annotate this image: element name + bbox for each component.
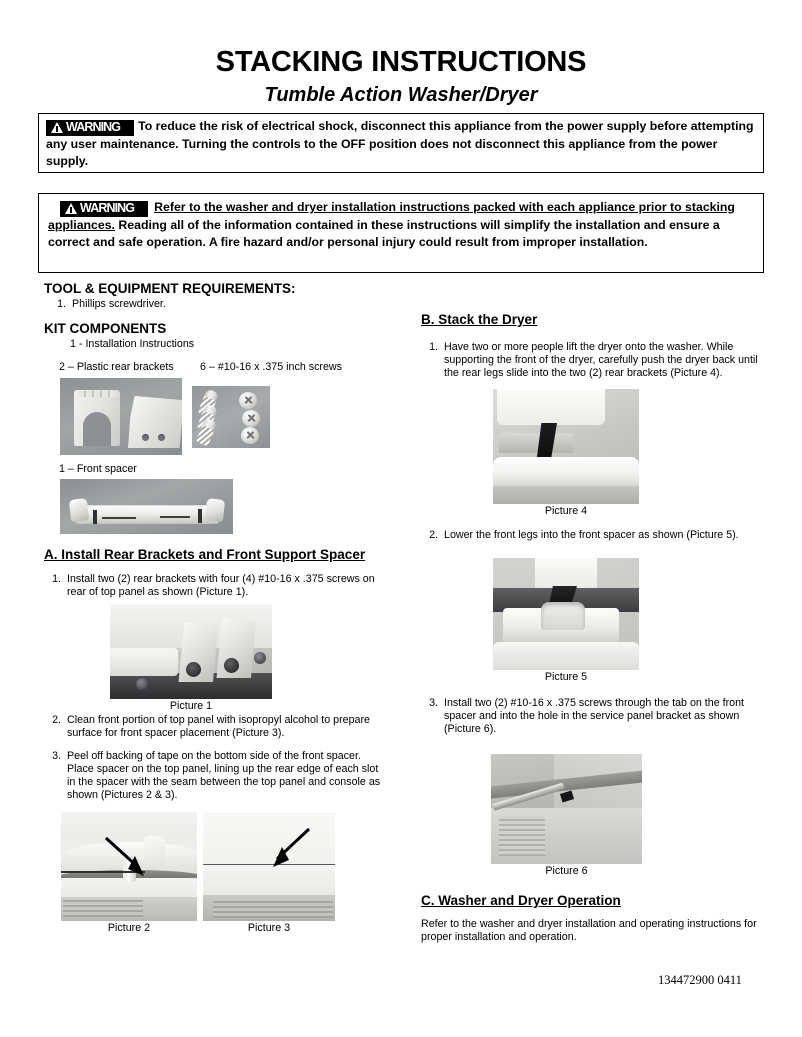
step-number: 1. [429,341,438,353]
tool-item-text: Phillips screwdriver. [72,298,166,310]
step-number: 1. [52,573,61,585]
bracket-hole [158,434,165,441]
bracket-hole [224,658,239,673]
front-spacer-slot [160,516,190,518]
bracket-tabs [78,391,116,397]
photo-picture-1 [110,604,272,699]
top-panel-edge [110,648,178,676]
photo-picture-2 [61,812,197,921]
warning-2-text-block [48,199,757,250]
warning-box-electrical-shock [38,113,764,173]
console-graphics [499,816,545,856]
warning-2-emphasis: Refer to the washer and dryer installation instructions packed with each appliance prior to stacking appliances. [48,200,735,232]
photo-picture-3 [203,812,335,921]
step-number: 2. [52,714,61,726]
tool-item-number: 1. [57,298,66,310]
section-c-heading: C. Washer and Dryer Operation [421,893,621,908]
warning-badge [46,120,134,136]
photo-picture-4 [493,389,639,504]
warning-2-body: Reading all of the information contained in these instructions will simplify the installation and ensure a correct and safe operation. A fire hazard and/or personal injury could result from improper installation. [48,218,720,249]
bracket-hole [142,434,149,441]
photo-front-spacer [60,479,233,534]
bracket-right-shape [128,396,182,448]
warning-badge [60,201,148,217]
front-spacer-cup [541,602,585,630]
section-b-step-1 [421,341,766,380]
photo-screws [192,386,270,448]
kit-label-brackets: 2 – Plastic rear brackets [59,361,174,373]
page-title: STACKING INSTRUCTIONS [215,46,587,78]
step-number: 2. [429,529,438,541]
washer-console [203,895,335,921]
kit-label-screws: 6 – #10-16 x .375 inch screws [200,361,342,373]
washer-top [493,642,639,670]
console-graphics [63,899,143,917]
tool-requirements-heading: TOOL & EQUIPMENT REQUIREMENTS: [44,281,296,296]
screw-top-view [241,427,259,444]
kit-components-heading: KIT COMPONENTS [44,321,167,336]
bracket-hole [186,662,201,677]
warning-1-body: To reduce the risk of electrical shock, disconnect this appliance from the power supply before attempting any user maintenance. Turning the controls to the OFF position does not disconnect this appliance from the power supply. [46,119,754,168]
caption-picture-4: Picture 4 [544,505,588,517]
step-text: Install two (2) #10-16 x .375 screws through the tab on the front spacer and into the hole in the service panel bracket as shown (Picture 6). [444,697,745,735]
caption-picture-6: Picture 6 [545,865,588,877]
front-spacer-left-end [69,498,89,522]
front-spacer-tab [93,510,97,524]
pointer-arrow-icon [103,836,153,878]
kit-instructions-line: 1 - Installation Instructions [70,338,195,350]
washer-body [493,486,639,504]
front-spacer-slot [102,517,136,519]
bracket-left-shape [74,390,120,446]
caption-picture-1: Picture 1 [169,700,213,712]
section-a-step-2 [44,714,384,740]
section-b-step-2 [421,529,766,542]
caption-picture-3: Picture 3 [247,922,291,934]
front-spacer-tab [198,509,202,523]
rear-bracket-rail [499,433,573,453]
section-a-step-1 [44,573,384,599]
warning-triangle-icon [51,122,63,133]
warning-badge-label: WARNING [80,201,135,215]
dryer-bottom [497,389,605,425]
section-b-step-3 [421,697,766,736]
photo-picture-6 [491,754,642,864]
warning-1-text-block [46,118,757,169]
warning-badge-label: WARNING [66,120,121,134]
step-text: Install two (2) rear brackets with four (4) #10-16 x .375 screws on rear of top panel as shown (Picture 1). [67,573,375,598]
step-text: Clean front portion of top panel with isopropyl alcohol to prepare surface for front spacer placement (Picture 3). [67,714,370,739]
console-graphics [213,899,333,918]
section-a-step-3 [44,750,384,802]
caption-picture-5: Picture 5 [544,671,588,683]
step-number: 3. [52,750,61,762]
document-code: 134472900 0411 [658,973,742,987]
installed-screw-head [136,678,148,690]
photo-plastic-rear-brackets [60,378,182,455]
section-a-heading: A. Install Rear Brackets and Front Support Spacer [44,547,366,562]
washer-console [61,897,197,921]
step-text: Lower the front legs into the front spacer as shown (Picture 5). [444,529,739,541]
tool-list-item [49,298,349,311]
washer-top [493,457,639,487]
warning-triangle-icon [65,203,77,214]
screw-top-view [242,410,260,427]
dryer-front [535,558,597,590]
screw-top-view [239,392,257,409]
photo-picture-5 [493,558,639,670]
step-number: 3. [429,697,438,709]
kit-label-front-spacer: 1 – Front spacer [59,463,137,475]
section-c-body: Refer to the washer and dryer installation and operating instructions for proper installation and operation. [421,918,757,943]
warning-box-read-instructions [38,193,764,273]
front-spacer-right-end [205,498,225,522]
section-b-heading: B. Stack the Dryer [421,312,538,327]
caption-picture-2: Picture 2 [107,922,151,934]
step-text: Peel off backing of tape on the bottom side of the front spacer. Place spacer on the top panel, lining up the rear edge of each slot in the spacer with the seam between the top panel and console as shown (Pictures 2 & 3). [67,750,381,801]
installed-screw-head [254,652,266,664]
step-text: Have two or more people lift the dryer onto the washer. While supporting the front of the dryer, carefully push the dryer back until the rear legs slide into the two (2) rear brackets (Picture 4). [444,341,758,379]
pointer-arrow-icon [265,826,317,870]
page-subtitle: Tumble Action Washer/Dryer [264,84,538,106]
